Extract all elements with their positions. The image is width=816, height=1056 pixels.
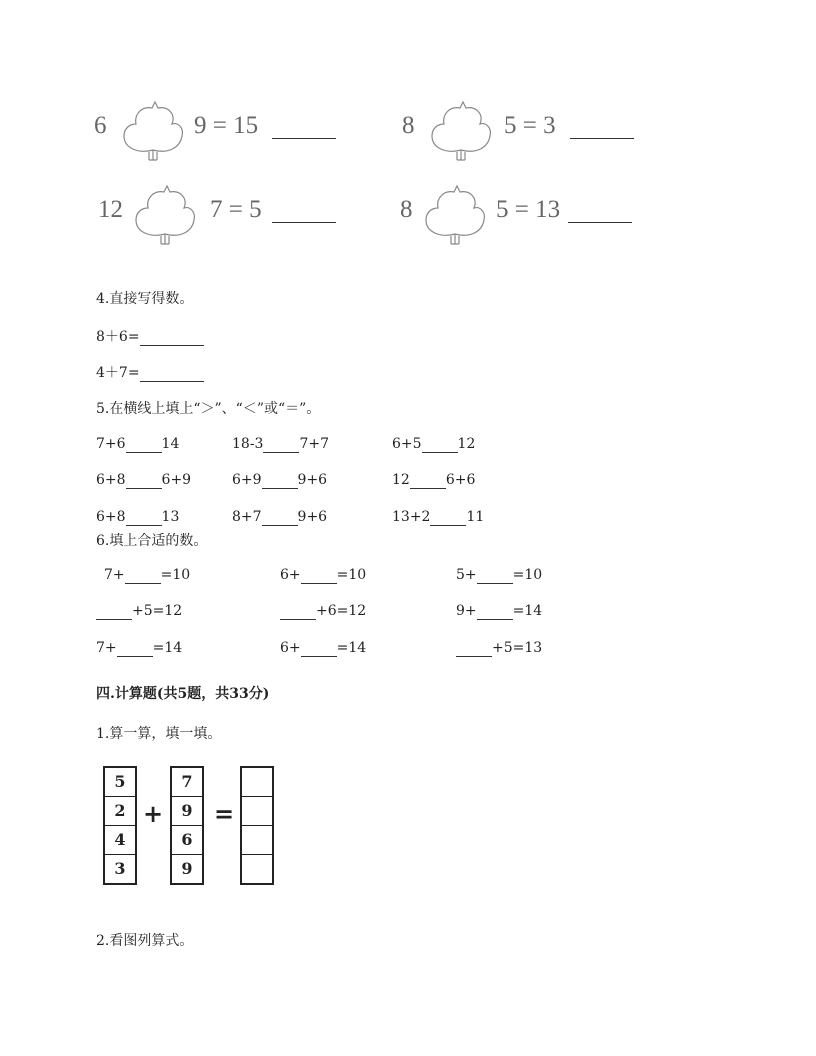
q5-title: 5.在横线上填上“＞”、“＜”或“＝”。	[96, 401, 321, 417]
fill-prefix: 5+	[456, 567, 477, 583]
fill-blank[interactable]	[96, 603, 132, 620]
fill-item	[280, 603, 366, 620]
leaf-icon	[420, 184, 490, 248]
q4-expression: 4＋7=	[96, 365, 140, 381]
compare-left: 8+7	[232, 509, 262, 525]
fill-prefix: 6+	[280, 640, 301, 656]
answer-line[interactable]	[272, 138, 336, 139]
q6-title: 6.填上合适的数。	[96, 533, 208, 549]
answer-column	[240, 766, 274, 885]
leaf-left-operand: 6	[94, 112, 107, 139]
compare-left: 6+8	[96, 472, 126, 488]
fill-prefix: 7+	[96, 640, 117, 656]
leaf-problem-3	[98, 184, 358, 248]
addend-column-b	[170, 766, 204, 885]
fill-suffix: =10	[512, 567, 543, 583]
compare-right: 7+7	[299, 436, 329, 452]
leaf-problem-4	[400, 184, 660, 248]
leaf-icon	[118, 100, 188, 164]
compare-item	[232, 472, 327, 489]
fill-suffix: =14	[152, 640, 183, 656]
compare-item	[392, 509, 484, 526]
fill-prefix: 9+	[456, 603, 477, 619]
compare-item	[96, 436, 179, 453]
compare-right: 9+6	[297, 509, 328, 525]
addend-digit: 5	[105, 768, 135, 797]
fill-blank[interactable]	[456, 640, 492, 657]
leaf-problem-2	[402, 100, 662, 164]
leaf-left-operand: 12	[98, 196, 123, 223]
addend-digit: 6	[172, 826, 202, 855]
q4-title: 4.直接写得数。	[96, 291, 194, 307]
section-heading: 四.计算题(共5题，共33分)	[96, 686, 270, 702]
s4-q1-title: 1.算一算，填一填。	[96, 726, 222, 742]
leaf-problem-1	[94, 100, 354, 164]
compare-item	[232, 436, 329, 453]
compare-right: 6+9	[161, 472, 192, 488]
fill-blank[interactable]	[477, 567, 513, 584]
q4-expression: 8＋6=	[96, 329, 140, 345]
fill-item	[280, 640, 366, 657]
compare-right: 11	[466, 509, 485, 525]
compare-blank[interactable]	[126, 436, 162, 453]
fill-suffix: =10	[160, 567, 191, 583]
addend-digit: 4	[105, 826, 135, 855]
compare-right: 12	[457, 436, 476, 452]
fill-suffix: +6=12	[316, 603, 367, 619]
fill-blank[interactable]	[477, 603, 513, 620]
fill-suffix: +5=13	[492, 640, 543, 656]
fill-blank[interactable]	[125, 567, 161, 584]
answer-cell[interactable]	[242, 855, 272, 883]
fill-item	[96, 640, 182, 657]
answer-blank[interactable]	[140, 329, 204, 346]
fill-item	[456, 603, 542, 620]
equals-sign: =	[214, 799, 235, 828]
answer-cell[interactable]	[242, 768, 272, 797]
addend-digit: 3	[114, 859, 126, 878]
compare-blank[interactable]	[126, 509, 162, 526]
addend-digit: 2	[105, 797, 135, 826]
fill-item	[456, 640, 542, 657]
addend-column-a	[103, 766, 137, 885]
leaf-left-operand: 8	[400, 196, 413, 223]
addend-digit: 7	[172, 768, 202, 797]
leaf-right-expression: 5 = 13	[496, 196, 561, 223]
compare-left: 6+8	[96, 509, 126, 525]
answer-blank[interactable]	[140, 365, 204, 382]
compare-left: 7+6	[96, 436, 126, 452]
fill-suffix: =14	[512, 603, 543, 619]
compare-item	[96, 509, 179, 526]
plus-sign: +	[143, 799, 164, 828]
compare-blank[interactable]	[126, 472, 162, 489]
fill-blank[interactable]	[117, 640, 153, 657]
fill-blank[interactable]	[301, 640, 337, 657]
compare-left: 18-3	[232, 436, 264, 452]
addend-digit: 9	[181, 859, 193, 878]
answer-line[interactable]	[570, 138, 634, 139]
compare-right: 6+6	[445, 472, 476, 488]
compare-blank[interactable]	[263, 436, 299, 453]
fill-prefix: 7+	[104, 567, 125, 583]
leaf-right-expression: 9 = 15	[194, 112, 259, 139]
fill-suffix: +5=12	[132, 603, 183, 619]
answer-line[interactable]	[272, 222, 336, 223]
leaf-icon	[130, 184, 200, 248]
compare-left: 6+5	[392, 436, 422, 452]
q4-item-1	[96, 326, 204, 346]
fill-item	[96, 603, 182, 620]
s4-q2-title: 2.看图列算式。	[96, 933, 194, 949]
compare-right: 9+6	[297, 472, 328, 488]
compare-item	[232, 509, 327, 526]
fill-suffix: =10	[336, 567, 367, 583]
fill-suffix: =14	[336, 640, 367, 656]
compare-right: 14	[161, 436, 180, 452]
compare-left: 12	[392, 472, 410, 488]
leaf-right-expression: 5 = 3	[504, 112, 556, 139]
fill-item	[104, 567, 190, 584]
answer-cell[interactable]	[242, 826, 272, 855]
compare-item	[96, 472, 191, 489]
answer-cell[interactable]	[242, 797, 272, 826]
compare-left: 13+2	[392, 509, 431, 525]
fill-blank[interactable]	[301, 567, 337, 584]
leaf-right-expression: 7 = 5	[210, 196, 262, 223]
compare-blank[interactable]	[262, 509, 298, 526]
fill-prefix: 6+	[280, 567, 301, 583]
fill-item	[280, 567, 366, 584]
compare-blank[interactable]	[422, 436, 458, 453]
answer-line[interactable]	[568, 222, 632, 223]
compare-item	[392, 472, 475, 489]
q4-item-2	[96, 362, 204, 382]
leaf-icon	[426, 100, 496, 164]
fill-blank[interactable]	[280, 603, 316, 620]
fill-item	[456, 567, 542, 584]
addend-digit: 9	[172, 797, 202, 826]
compare-item	[392, 436, 475, 453]
leaf-left-operand: 8	[402, 112, 415, 139]
compare-blank[interactable]	[430, 509, 466, 526]
compare-blank[interactable]	[262, 472, 298, 489]
compare-right: 13	[161, 509, 180, 525]
compare-blank[interactable]	[410, 472, 446, 489]
compare-left: 6+9	[232, 472, 262, 488]
